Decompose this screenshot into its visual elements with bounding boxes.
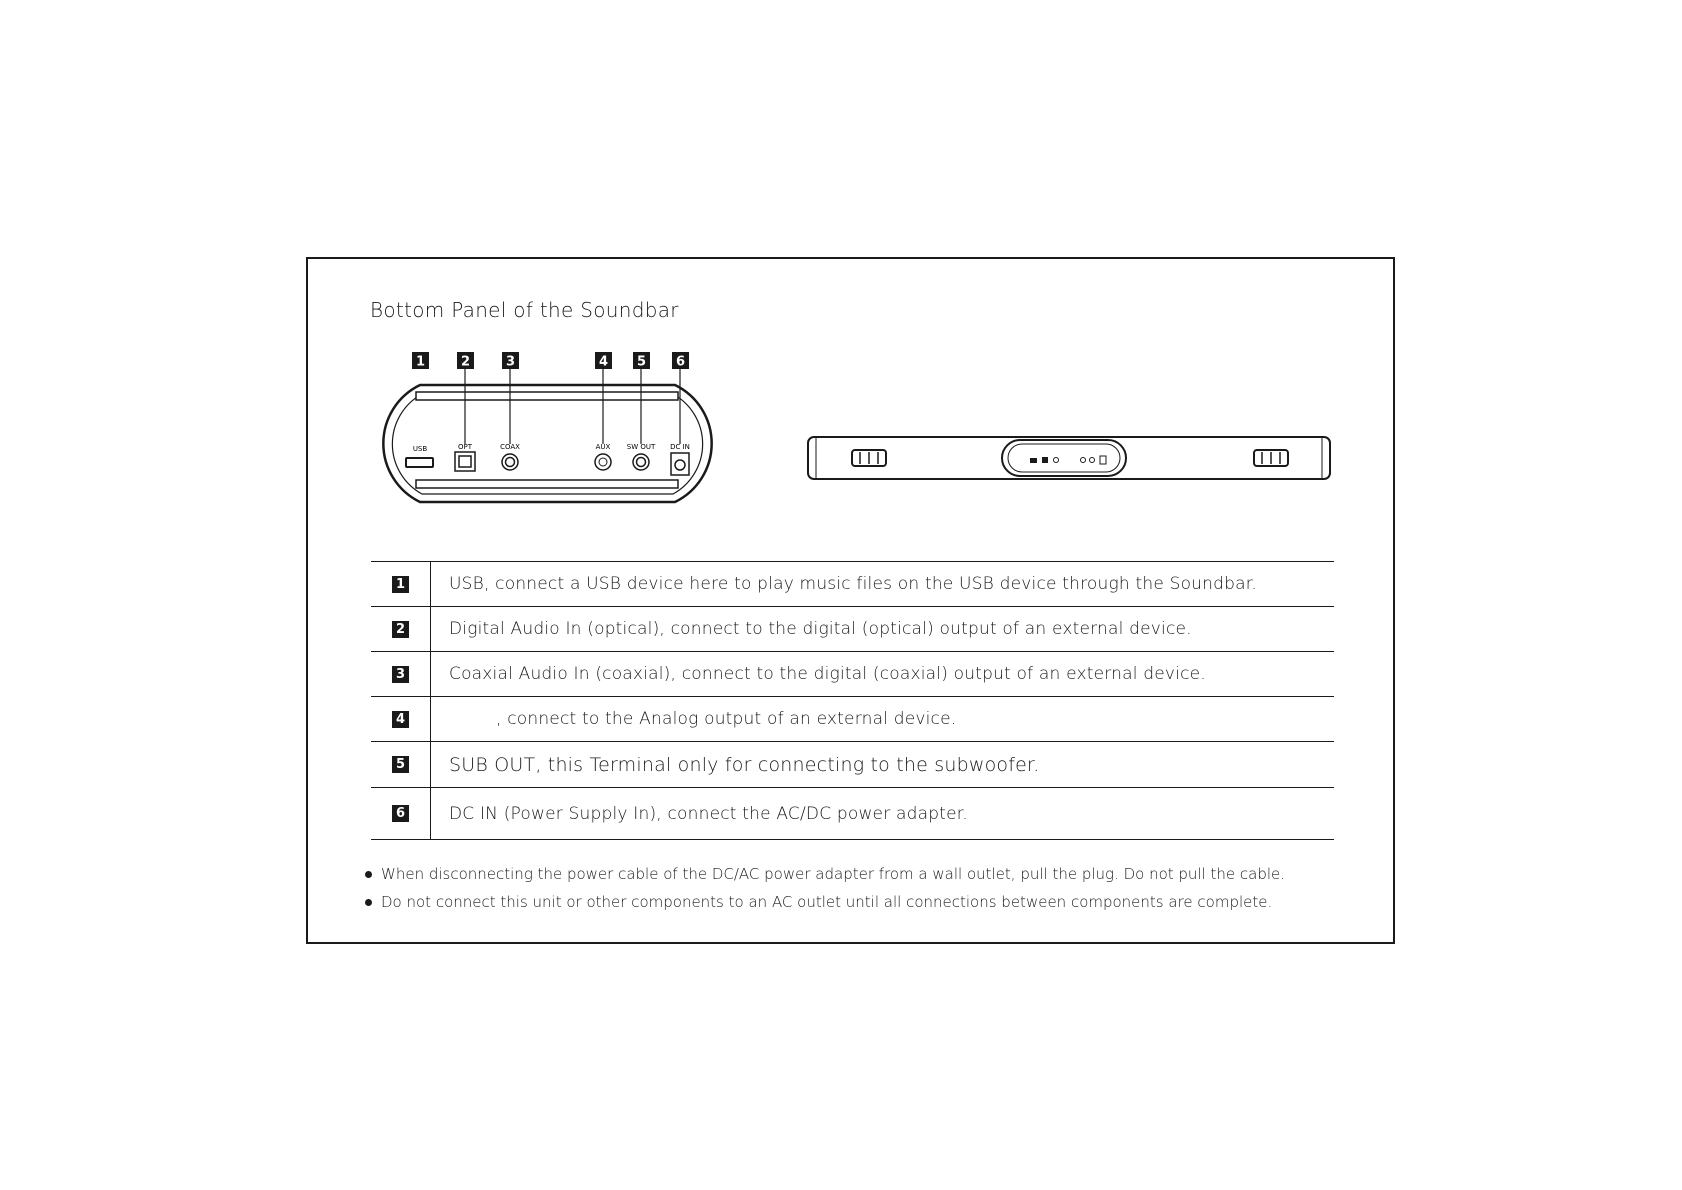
sw-out-port-icon	[633, 454, 649, 470]
row-number-badge: 3	[392, 666, 409, 683]
list-item	[365, 860, 1365, 888]
port-label-aux: AUX	[595, 443, 611, 451]
port-label-opt: OPT	[457, 443, 473, 451]
port-label-usb: USB	[412, 445, 428, 453]
note-text: When disconnecting the power cable of the DC/AC power adapter from a wall outlet, pull the plug. Do not pull the cable.	[381, 865, 1286, 883]
table-row	[371, 562, 1334, 607]
row-number-badge: 6	[392, 805, 409, 822]
port-label-coax: COAX	[500, 443, 520, 451]
bullet-icon	[365, 871, 372, 878]
row-description: , connect to the Analog output of an external device.	[496, 709, 957, 729]
bullet-icon	[365, 899, 372, 906]
table-row	[371, 607, 1334, 652]
marker-4	[595, 352, 612, 370]
optical-port-icon	[455, 452, 475, 471]
usb-port-icon	[406, 458, 433, 467]
svg-text:1: 1	[415, 354, 426, 370]
panel-closeup	[383, 352, 711, 502]
marker-2	[457, 352, 474, 370]
coax-port-icon	[502, 454, 518, 470]
notes-list	[365, 860, 1365, 916]
marker-1	[412, 352, 429, 370]
page-title: Bottom Panel of the Soundbar	[370, 298, 679, 322]
dc-in-port-icon	[671, 453, 689, 475]
table-row	[371, 697, 1334, 742]
row-description: USB, connect a USB device here to play music files on the USB device through the Soundbar.	[449, 574, 1257, 594]
row-number-badge: 2	[392, 621, 409, 638]
row-description: Coaxial Audio In (coaxial), connect to the digital (coaxial) output of an external device.	[449, 664, 1206, 684]
table-row	[371, 742, 1334, 788]
marker-6	[672, 352, 689, 370]
note-text: Do not connect this unit or other components to an AC outlet until all connections between components are complete.	[381, 893, 1273, 911]
marker-5	[633, 352, 650, 370]
connector-recess-icon	[1002, 440, 1126, 476]
port-label-sw-out: SW OUT	[626, 443, 656, 451]
svg-text:6: 6	[675, 354, 686, 370]
table-row	[371, 788, 1334, 840]
row-number-badge: 5	[392, 756, 409, 773]
left-foot-icon	[852, 450, 886, 466]
right-foot-icon	[1254, 450, 1288, 466]
svg-text:5: 5	[636, 354, 647, 370]
port-label-dc-in: DC IN	[670, 443, 690, 451]
marker-3	[502, 352, 519, 370]
row-number-badge: 4	[392, 711, 409, 728]
svg-text:3: 3	[505, 354, 516, 370]
table-row	[371, 652, 1334, 697]
row-description: DC IN (Power Supply In), connect the AC/DC power adapter.	[449, 803, 968, 824]
row-description: SUB OUT, this Terminal only for connecting to the subwoofer.	[449, 753, 1040, 776]
bottom-panel-diagram	[350, 352, 1350, 512]
row-number-badge: 1	[392, 576, 409, 593]
soundbar-overview	[808, 437, 1330, 479]
list-item	[365, 888, 1365, 916]
svg-text:4: 4	[598, 354, 609, 370]
svg-text:2: 2	[460, 354, 471, 370]
port-description-table	[371, 561, 1334, 840]
aux-port-icon	[595, 454, 611, 470]
row-description: Digital Audio In (optical), connect to the digital (optical) output of an external device.	[449, 619, 1192, 639]
